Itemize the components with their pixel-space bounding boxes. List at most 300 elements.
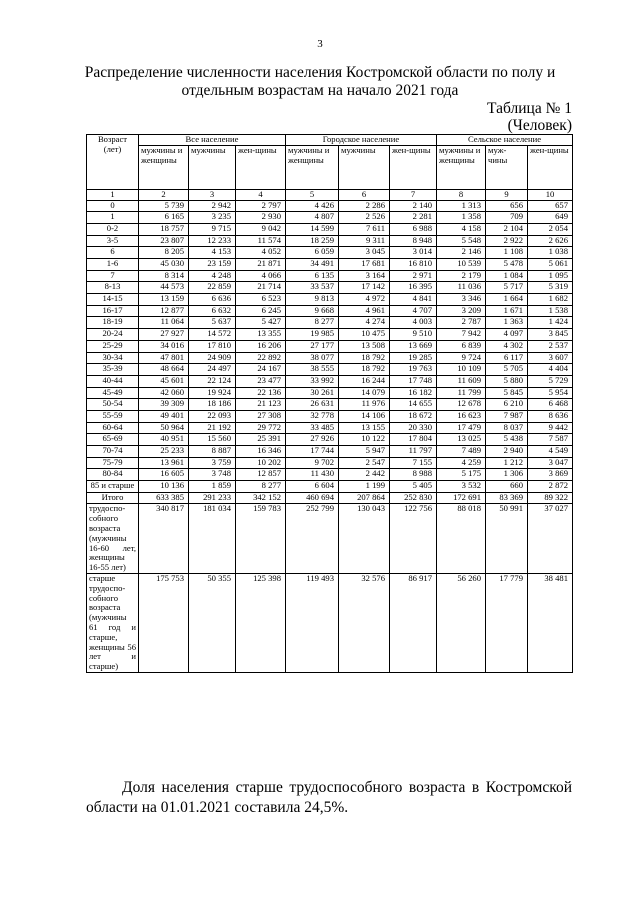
table-row (87, 235, 573, 247)
age-cell: 45-49 (87, 387, 139, 399)
table-row (87, 574, 573, 673)
value-cell: 4 274 (339, 317, 390, 329)
value-cell: 6 523 (236, 294, 286, 306)
age-cell: 60-64 (87, 422, 139, 434)
value-cell: 4 404 (528, 364, 573, 376)
value-cell: 17 804 (390, 434, 437, 446)
value-cell: 19 763 (390, 364, 437, 376)
page-number: 3 (317, 38, 323, 50)
value-cell: 16 395 (390, 282, 437, 294)
age-cell: 8-13 (87, 282, 139, 294)
value-cell: 1 424 (528, 317, 573, 329)
value-cell: 45 030 (139, 259, 189, 271)
table-row (87, 305, 573, 317)
value-cell: 1 859 (189, 481, 236, 493)
value-cell: 5 705 (486, 364, 528, 376)
value-cell: 1 358 (437, 212, 486, 224)
value-cell: 3 532 (437, 481, 486, 493)
value-cell: 5 729 (528, 375, 573, 387)
value-cell: 3 164 (339, 270, 390, 282)
value-cell: 6 210 (486, 399, 528, 411)
table-number: Таблица № 1 (487, 100, 572, 117)
value-cell: 4 302 (486, 340, 528, 352)
value-cell: 27 927 (139, 329, 189, 341)
column-number: 5 (286, 189, 339, 200)
value-cell: 44 573 (139, 282, 189, 294)
table-row (87, 294, 573, 306)
value-cell: 2 971 (390, 270, 437, 282)
table-row (87, 270, 573, 282)
table-row (87, 410, 573, 422)
value-cell: 18 186 (189, 399, 236, 411)
value-cell: 3 047 (528, 457, 573, 469)
value-cell: 38 481 (528, 574, 573, 673)
value-cell: 10 136 (139, 481, 189, 493)
value-cell: 16 605 (139, 469, 189, 481)
value-cell: 8 988 (390, 469, 437, 481)
value-cell: 2 281 (390, 212, 437, 224)
value-cell: 11 609 (437, 375, 486, 387)
value-cell: 7 489 (437, 446, 486, 458)
value-cell: 16 244 (339, 375, 390, 387)
value-cell: 4 158 (437, 223, 486, 235)
table-row (87, 364, 573, 376)
value-cell: 26 631 (286, 399, 339, 411)
value-cell: 27 177 (286, 340, 339, 352)
table-row (87, 247, 573, 259)
value-cell: 3 607 (528, 352, 573, 364)
value-cell: 5 427 (236, 317, 286, 329)
value-cell: 16 206 (236, 340, 286, 352)
value-cell: 11 799 (437, 387, 486, 399)
value-cell: 88 018 (437, 504, 486, 574)
table-row (87, 434, 573, 446)
value-cell: 33 992 (286, 375, 339, 387)
value-cell: 4 153 (189, 247, 236, 259)
value-cell: 10 475 (339, 329, 390, 341)
age-cell: 20-24 (87, 329, 139, 341)
value-cell: 12 233 (189, 235, 236, 247)
value-cell: 6 632 (189, 305, 236, 317)
value-cell: 7 987 (486, 410, 528, 422)
value-cell: 5 954 (528, 387, 573, 399)
table-unit: (Человек) (507, 117, 572, 134)
value-cell: 3 346 (437, 294, 486, 306)
age-cell: 85 и старше (87, 481, 139, 493)
value-cell: 18 792 (339, 364, 390, 376)
value-cell: 2 140 (390, 200, 437, 212)
value-cell: 2 054 (528, 223, 573, 235)
value-cell: 32 778 (286, 410, 339, 422)
value-cell: 2 547 (339, 457, 390, 469)
value-cell: 172 691 (437, 492, 486, 504)
value-cell: 16 623 (437, 410, 486, 422)
value-cell: 50 991 (486, 504, 528, 574)
value-cell: 2 922 (486, 235, 528, 247)
value-cell: 9 042 (236, 223, 286, 235)
value-cell: 7 155 (390, 457, 437, 469)
value-cell: 7 942 (437, 329, 486, 341)
value-cell: 17 681 (339, 259, 390, 271)
value-cell: 4 097 (486, 329, 528, 341)
column-number: 8 (437, 189, 486, 200)
age-cell: 7 (87, 270, 139, 282)
value-cell: 4 961 (339, 305, 390, 317)
value-cell: 159 783 (236, 504, 286, 574)
table-row (87, 481, 573, 493)
value-cell: 1 095 (528, 270, 573, 282)
value-cell: 21 123 (236, 399, 286, 411)
age-cell: 80-84 (87, 469, 139, 481)
population-table (86, 134, 573, 673)
value-cell: 25 233 (139, 446, 189, 458)
age-cell: 65-69 (87, 434, 139, 446)
value-cell: 18 792 (339, 352, 390, 364)
value-cell: 2 872 (528, 481, 573, 493)
value-cell: 175 753 (139, 574, 189, 673)
value-cell: 207 864 (339, 492, 390, 504)
value-cell: 709 (486, 212, 528, 224)
age-cell: 16-17 (87, 305, 139, 317)
value-cell: 5 478 (486, 259, 528, 271)
column-number: 7 (390, 189, 437, 200)
value-cell: 6 468 (528, 399, 573, 411)
value-cell: 342 152 (236, 492, 286, 504)
group-header: Городское население (286, 135, 437, 146)
value-cell: 17 479 (437, 422, 486, 434)
age-cell: 30-34 (87, 352, 139, 364)
value-cell: 3 759 (189, 457, 236, 469)
value-cell: 4 052 (236, 247, 286, 259)
value-cell: 9 311 (339, 235, 390, 247)
document-title (60, 64, 580, 100)
value-cell: 13 159 (139, 294, 189, 306)
value-cell: 1 313 (437, 200, 486, 212)
value-cell: 7 587 (528, 434, 573, 446)
age-cell: 18-19 (87, 317, 139, 329)
value-cell: 38 555 (286, 364, 339, 376)
value-cell: 3 869 (528, 469, 573, 481)
column-number: 6 (339, 189, 390, 200)
value-cell: 3 045 (339, 247, 390, 259)
age-cell: 3-5 (87, 235, 139, 247)
value-cell: 83 369 (486, 492, 528, 504)
value-cell: 2 146 (437, 247, 486, 259)
value-cell: 12 678 (437, 399, 486, 411)
value-cell: 33 485 (286, 422, 339, 434)
value-cell: 42 060 (139, 387, 189, 399)
value-cell: 4 549 (528, 446, 573, 458)
value-cell: 30 261 (286, 387, 339, 399)
value-cell: 5 845 (486, 387, 528, 399)
value-cell: 10 539 (437, 259, 486, 271)
column-number: 4 (236, 189, 286, 200)
value-cell: 24 909 (189, 352, 236, 364)
value-cell: 1 538 (528, 305, 573, 317)
age-cell: старше трудоспо-собного возраста (мужчины 61 год и старше, женщины 56 лет и старше) (87, 574, 139, 673)
value-cell: 656 (486, 200, 528, 212)
value-cell: 4 841 (390, 294, 437, 306)
value-cell: 17 142 (339, 282, 390, 294)
value-cell: 22 859 (189, 282, 236, 294)
table-row (87, 387, 573, 399)
age-cell: 6 (87, 247, 139, 259)
value-cell: 15 560 (189, 434, 236, 446)
table-row (87, 457, 573, 469)
value-cell: 11 797 (390, 446, 437, 458)
age-cell: 25-29 (87, 340, 139, 352)
age-cell: 40-44 (87, 375, 139, 387)
value-cell: 657 (528, 200, 573, 212)
table-row (87, 446, 573, 458)
value-cell: 49 401 (139, 410, 189, 422)
value-cell: 8 037 (486, 422, 528, 434)
table-row (87, 212, 573, 224)
age-cell: 35-39 (87, 364, 139, 376)
value-cell: 2 442 (339, 469, 390, 481)
value-cell: 47 801 (139, 352, 189, 364)
age-cell: 50-54 (87, 399, 139, 411)
value-cell: 11 430 (286, 469, 339, 481)
table-row (87, 259, 573, 271)
value-cell: 2 940 (486, 446, 528, 458)
value-cell: 6 636 (189, 294, 236, 306)
subheader: жен-щины (390, 145, 437, 189)
value-cell: 13 355 (236, 329, 286, 341)
value-cell: 23 807 (139, 235, 189, 247)
value-cell: 4 066 (236, 270, 286, 282)
value-cell: 2 179 (437, 270, 486, 282)
value-cell: 86 917 (390, 574, 437, 673)
value-cell: 16 346 (236, 446, 286, 458)
value-cell: 17 744 (286, 446, 339, 458)
value-cell: 22 124 (189, 375, 236, 387)
value-cell: 6 988 (390, 223, 437, 235)
value-cell: 8 277 (286, 317, 339, 329)
value-cell: 19 285 (390, 352, 437, 364)
value-cell: 3 748 (189, 469, 236, 481)
value-cell: 2 942 (189, 200, 236, 212)
value-cell: 3 209 (437, 305, 486, 317)
value-cell: 32 576 (339, 574, 390, 673)
value-cell: 16 182 (390, 387, 437, 399)
group-header: Сельское население (437, 135, 573, 146)
table-row (87, 223, 573, 235)
age-cell: 14-15 (87, 294, 139, 306)
value-cell: 5 061 (528, 259, 573, 271)
value-cell: 45 601 (139, 375, 189, 387)
subheader: мужчины (339, 145, 390, 189)
subheader: жен-щины (528, 145, 573, 189)
value-cell: 8 636 (528, 410, 573, 422)
age-cell: трудоспо-собного возраста (мужчины 16-60 лет, женщины 16-55 лет) (87, 504, 139, 574)
value-cell: 8 887 (189, 446, 236, 458)
value-cell: 4 003 (390, 317, 437, 329)
subheader: мужчины (189, 145, 236, 189)
value-cell: 9 510 (390, 329, 437, 341)
value-cell: 4 259 (437, 457, 486, 469)
value-cell: 4 426 (286, 200, 339, 212)
value-cell: 4 807 (286, 212, 339, 224)
value-cell: 27 926 (286, 434, 339, 446)
table-row (87, 504, 573, 574)
value-cell: 2 104 (486, 223, 528, 235)
value-cell: 119 493 (286, 574, 339, 673)
value-cell: 5 947 (339, 446, 390, 458)
value-cell: 14 572 (189, 329, 236, 341)
value-cell: 6 059 (286, 247, 339, 259)
value-cell: 4 707 (390, 305, 437, 317)
value-cell: 5 319 (528, 282, 573, 294)
table-row (87, 399, 573, 411)
value-cell: 252 799 (286, 504, 339, 574)
subheader: мужчины и женщины (437, 145, 486, 189)
subheader: мужчины и женщины (139, 145, 189, 189)
table-row (87, 422, 573, 434)
value-cell: 27 308 (236, 410, 286, 422)
value-cell: 5 175 (437, 469, 486, 481)
value-cell: 252 830 (390, 492, 437, 504)
value-cell: 5 739 (139, 200, 189, 212)
value-cell: 660 (486, 481, 528, 493)
value-cell: 9 702 (286, 457, 339, 469)
value-cell: 22 892 (236, 352, 286, 364)
value-cell: 5 880 (486, 375, 528, 387)
value-cell: 38 077 (286, 352, 339, 364)
value-cell: 18 672 (390, 410, 437, 422)
table-row (87, 492, 573, 504)
value-cell: 14 079 (339, 387, 390, 399)
value-cell: 3 014 (390, 247, 437, 259)
value-cell: 7 611 (339, 223, 390, 235)
value-cell: 6 839 (437, 340, 486, 352)
column-number: 2 (139, 189, 189, 200)
value-cell: 6 165 (139, 212, 189, 224)
value-cell: 19 924 (189, 387, 236, 399)
value-cell: 8 948 (390, 235, 437, 247)
value-cell: 21 714 (236, 282, 286, 294)
value-cell: 8 277 (236, 481, 286, 493)
age-header: Возраст (лет) (87, 135, 139, 190)
value-cell: 14 599 (286, 223, 339, 235)
age-cell: 75-79 (87, 457, 139, 469)
value-cell: 125 398 (236, 574, 286, 673)
value-cell: 11 976 (339, 399, 390, 411)
value-cell: 10 109 (437, 364, 486, 376)
value-cell: 13 961 (139, 457, 189, 469)
value-cell: 10 202 (236, 457, 286, 469)
value-cell: 12 877 (139, 305, 189, 317)
group-header: Все население (139, 135, 286, 146)
value-cell: 21 192 (189, 422, 236, 434)
value-cell: 181 034 (189, 504, 236, 574)
value-cell: 2 787 (437, 317, 486, 329)
value-cell: 1 664 (486, 294, 528, 306)
value-cell: 1 084 (486, 270, 528, 282)
column-number: 1 (87, 189, 139, 200)
table-row (87, 317, 573, 329)
value-cell: 5 438 (486, 434, 528, 446)
value-cell: 89 322 (528, 492, 573, 504)
value-cell: 13 155 (339, 422, 390, 434)
value-cell: 6 135 (286, 270, 339, 282)
value-cell: 122 756 (390, 504, 437, 574)
age-cell: 55-59 (87, 410, 139, 422)
value-cell: 39 309 (139, 399, 189, 411)
value-cell: 21 871 (236, 259, 286, 271)
value-cell: 3 845 (528, 329, 573, 341)
value-cell: 1 108 (486, 247, 528, 259)
value-cell: 34 016 (139, 340, 189, 352)
value-cell: 25 391 (236, 434, 286, 446)
column-number: 10 (528, 189, 573, 200)
value-cell: 13 025 (437, 434, 486, 446)
value-cell: 6 604 (286, 481, 339, 493)
value-cell: 13 669 (390, 340, 437, 352)
value-cell: 1 199 (339, 481, 390, 493)
column-number: 3 (189, 189, 236, 200)
value-cell: 37 027 (528, 504, 573, 574)
value-cell: 1 038 (528, 247, 573, 259)
value-cell: 649 (528, 212, 573, 224)
value-cell: 9 668 (286, 305, 339, 317)
value-cell: 5 717 (486, 282, 528, 294)
value-cell: 20 330 (390, 422, 437, 434)
value-cell: 291 233 (189, 492, 236, 504)
value-cell: 1 363 (486, 317, 528, 329)
value-cell: 10 122 (339, 434, 390, 446)
value-cell: 14 655 (390, 399, 437, 411)
value-cell: 9 724 (437, 352, 486, 364)
value-cell: 1 212 (486, 457, 528, 469)
value-cell: 130 043 (339, 504, 390, 574)
value-cell: 1 682 (528, 294, 573, 306)
value-cell: 17 748 (390, 375, 437, 387)
value-cell: 24 167 (236, 364, 286, 376)
value-cell: 19 985 (286, 329, 339, 341)
value-cell: 18 259 (286, 235, 339, 247)
value-cell: 1 306 (486, 469, 528, 481)
value-cell: 23 477 (236, 375, 286, 387)
table-row (87, 282, 573, 294)
value-cell: 340 817 (139, 504, 189, 574)
value-cell: 5 637 (189, 317, 236, 329)
value-cell: 5 405 (390, 481, 437, 493)
age-cell: 1 (87, 212, 139, 224)
summary-note: Доля населения старше трудоспособного возраста в Костромской области на 01.01.2021 составила 24,5%. (86, 779, 572, 816)
value-cell: 6 245 (236, 305, 286, 317)
value-cell: 9 813 (286, 294, 339, 306)
table-row (87, 352, 573, 364)
value-cell: 17 810 (189, 340, 236, 352)
value-cell: 17 779 (486, 574, 528, 673)
value-cell: 18 757 (139, 223, 189, 235)
value-cell: 2 526 (339, 212, 390, 224)
table-row (87, 469, 573, 481)
value-cell: 8 314 (139, 270, 189, 282)
value-cell: 633 385 (139, 492, 189, 504)
subheader: жен-щины (236, 145, 286, 189)
value-cell: 22 093 (189, 410, 236, 422)
value-cell: 50 355 (189, 574, 236, 673)
value-cell: 2 286 (339, 200, 390, 212)
value-cell: 50 964 (139, 422, 189, 434)
value-cell: 16 810 (390, 259, 437, 271)
value-cell: 2 626 (528, 235, 573, 247)
column-number: 9 (486, 189, 528, 200)
value-cell: 13 508 (339, 340, 390, 352)
value-cell: 9 715 (189, 223, 236, 235)
